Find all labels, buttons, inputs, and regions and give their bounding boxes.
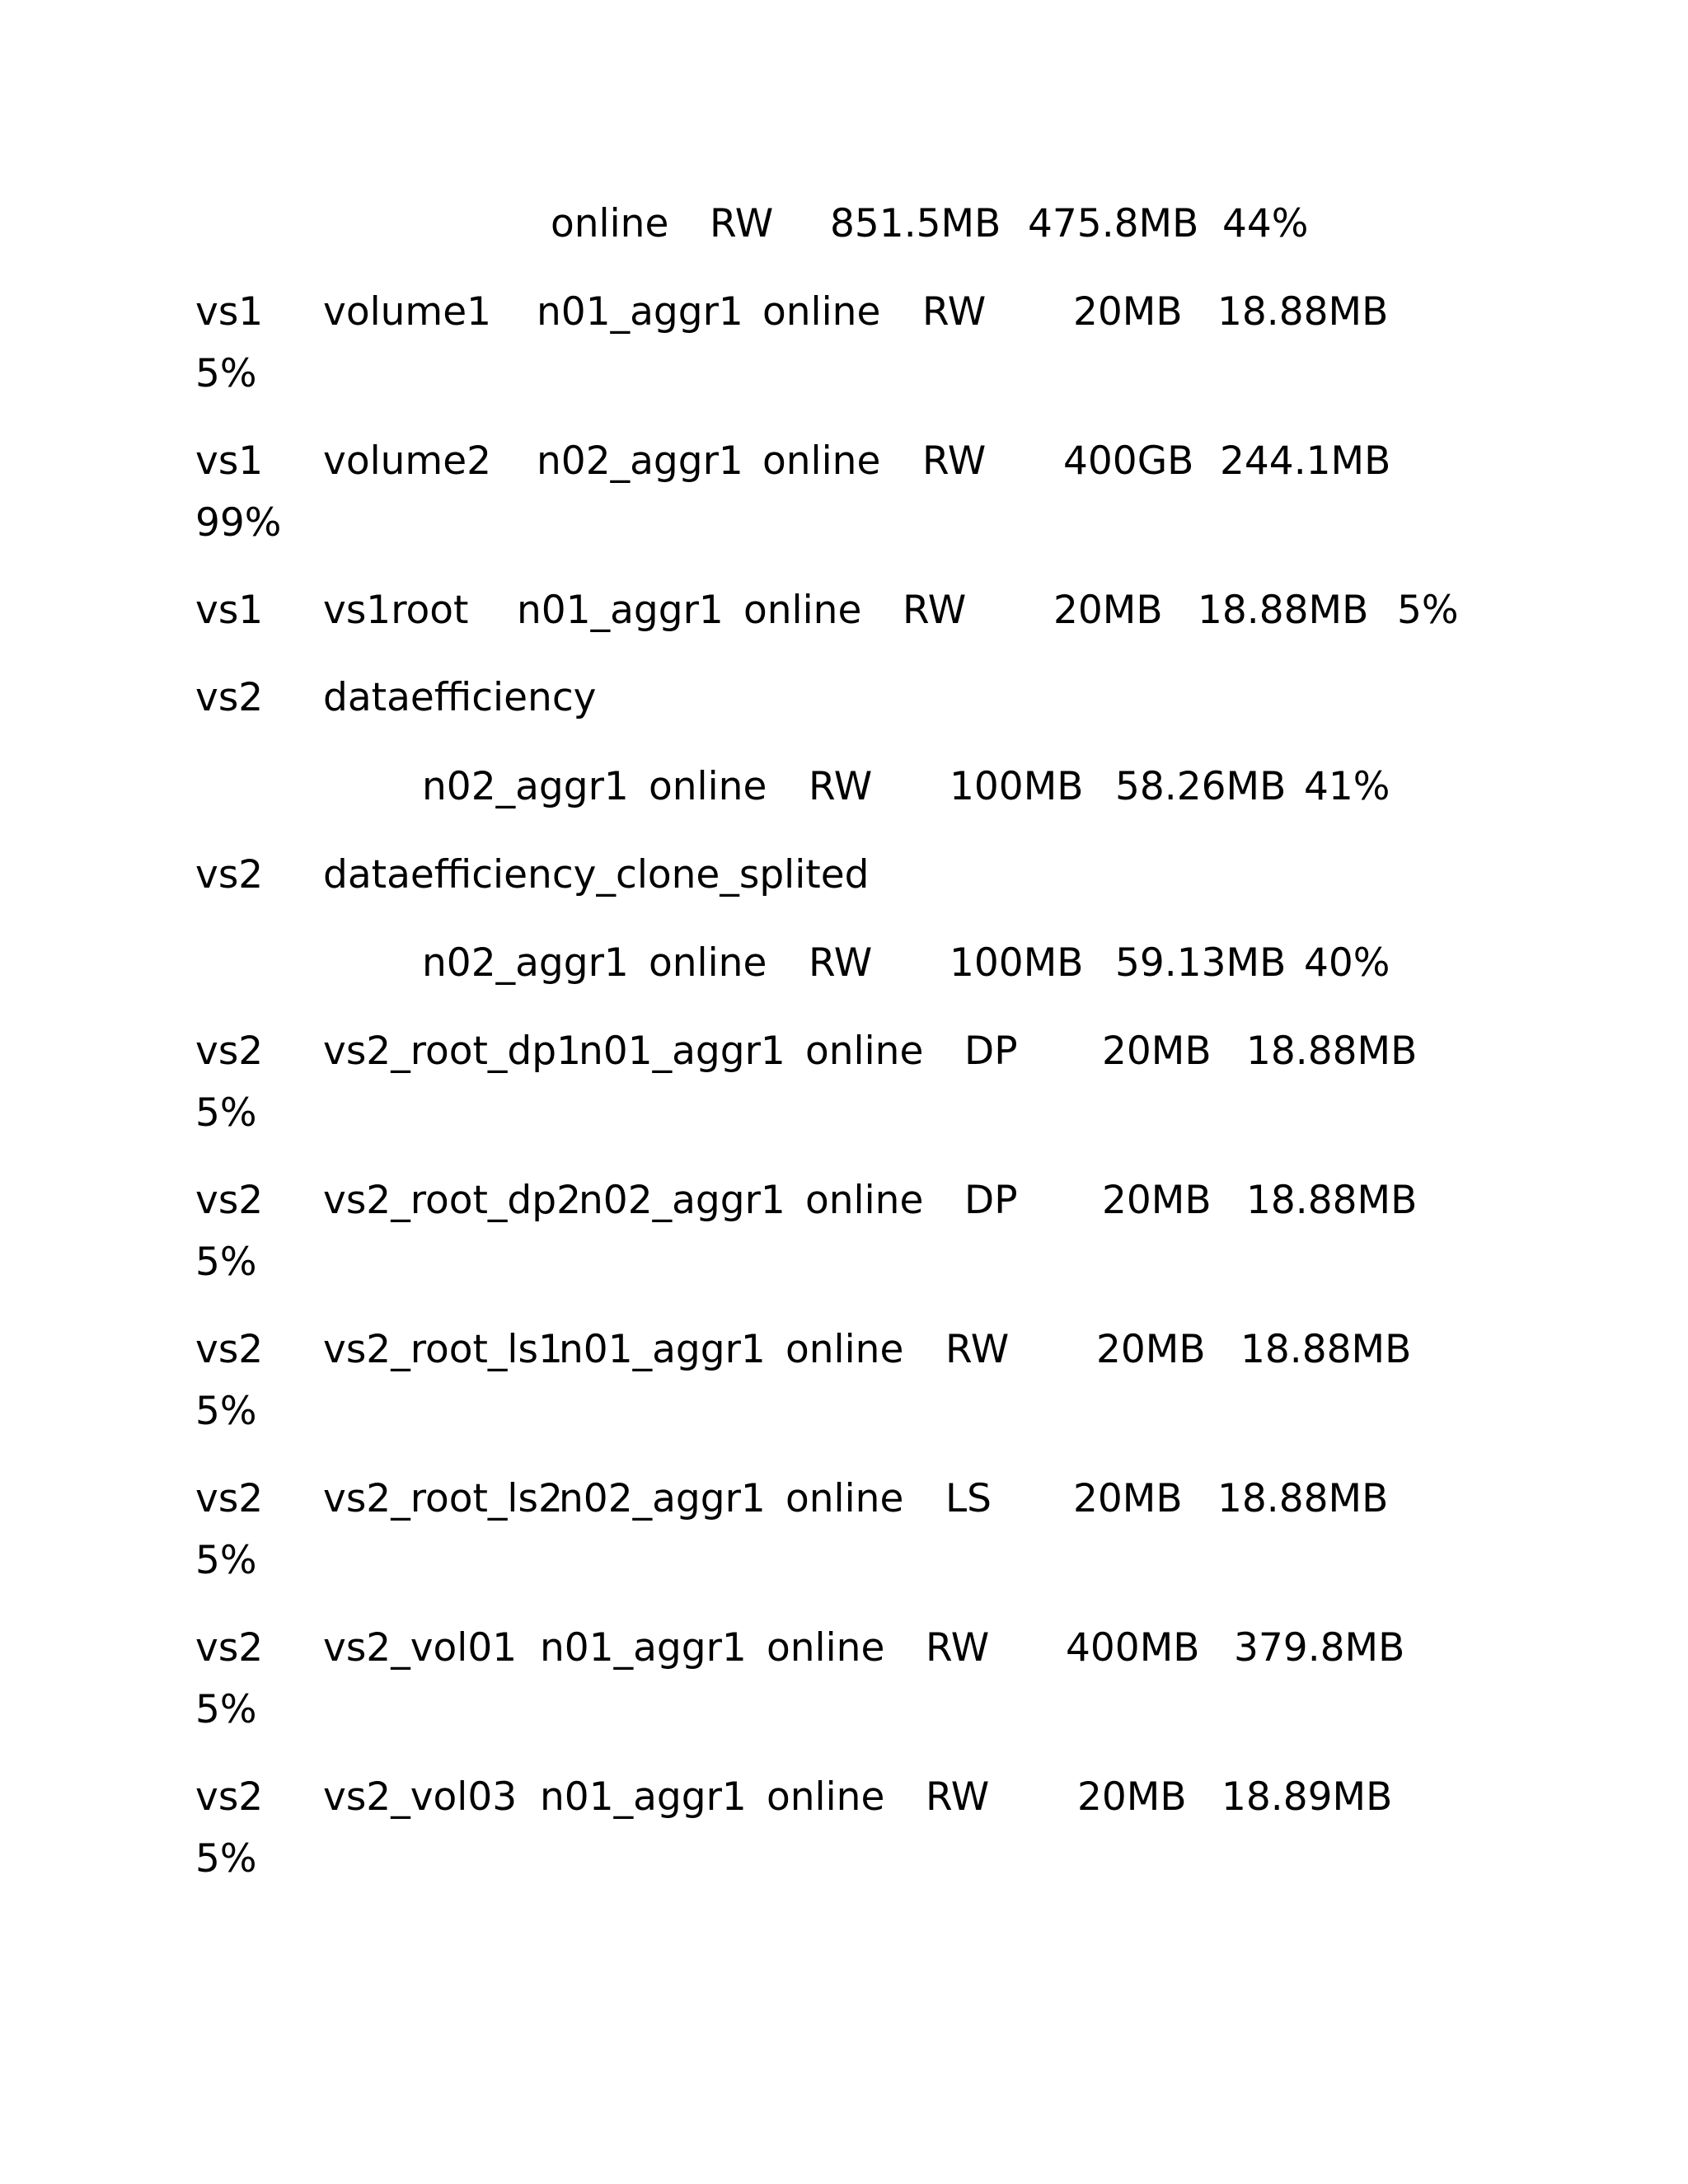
- state-text: online: [649, 764, 767, 809]
- state-text: online: [762, 438, 881, 484]
- vserver-text: vs2: [195, 1178, 264, 1223]
- text-line: [0, 1473, 1688, 1526]
- state-text: online: [805, 1178, 924, 1223]
- text-line: [0, 1833, 1688, 1886]
- state-text: online: [767, 1774, 885, 1820]
- volume-text: vs2_root_ls1: [323, 1327, 563, 1372]
- vserver-text: vs1: [195, 588, 264, 633]
- aggregate-text: n02_aggr1: [422, 940, 629, 986]
- state-text: online: [551, 201, 669, 246]
- type-text: RW: [710, 201, 774, 246]
- used-percent-text: 5%: [195, 351, 257, 396]
- available-text: 18.88MB: [1217, 289, 1389, 335]
- size-text: 20MB: [1102, 1029, 1212, 1074]
- state-text: online: [767, 1625, 885, 1671]
- text-line: [0, 1622, 1688, 1675]
- text-line: [0, 1385, 1688, 1438]
- aggregate-text: n02_aggr1: [537, 438, 743, 484]
- volume-text: vs1root: [323, 588, 469, 633]
- volume-text: vs2_vol03: [323, 1774, 518, 1820]
- text-line: [0, 1324, 1688, 1376]
- vserver-text: vs2: [195, 1774, 264, 1820]
- aggregate-text: n01_aggr1: [559, 1327, 766, 1372]
- type-text: RW: [809, 940, 873, 986]
- aggregate-text: n01_aggr1: [540, 1625, 747, 1671]
- text-line: [0, 1174, 1688, 1227]
- used-percent-text: 5%: [195, 1240, 257, 1285]
- type-text: RW: [945, 1327, 1010, 1372]
- text-line: [0, 1087, 1688, 1140]
- used-percent-text: 5%: [195, 1389, 257, 1434]
- aggregate-text: n01_aggr1: [517, 588, 724, 633]
- aggregate-text: n02_aggr1: [559, 1476, 766, 1521]
- text-line: [0, 1236, 1688, 1289]
- volume-text: vs2_vol01: [323, 1625, 518, 1671]
- available-text: 379.8MB: [1234, 1625, 1405, 1671]
- text-line: [0, 497, 1688, 550]
- text-line: [0, 435, 1688, 488]
- available-text: 18.88MB: [1198, 588, 1369, 633]
- state-text: online: [762, 289, 881, 335]
- type-text: LS: [945, 1476, 992, 1521]
- text-line: [0, 937, 1688, 990]
- state-text: online: [785, 1476, 904, 1521]
- size-text: 400GB: [1063, 438, 1194, 484]
- size-text: 100MB: [950, 940, 1084, 986]
- used-percent-text: 99%: [195, 500, 282, 546]
- text-line: [0, 198, 1688, 251]
- size-text: 100MB: [950, 764, 1084, 809]
- state-text: online: [649, 940, 767, 986]
- type-text: RW: [809, 764, 873, 809]
- text-line: [0, 1025, 1688, 1078]
- vserver-text: vs1: [195, 289, 264, 335]
- vserver-text: vs2: [195, 852, 264, 898]
- type-text: RW: [922, 289, 987, 335]
- text-line: [0, 849, 1688, 902]
- used-percent-text: 5%: [195, 1090, 257, 1136]
- size-text: 851.5MB: [830, 201, 1001, 246]
- used-percent-text: 40%: [1304, 940, 1390, 986]
- state-text: online: [743, 588, 862, 633]
- available-text: 59.13MB: [1115, 940, 1287, 986]
- vserver-text: vs2: [195, 1625, 264, 1671]
- type-text: RW: [922, 438, 987, 484]
- size-text: 20MB: [1102, 1178, 1212, 1223]
- size-text: 20MB: [1096, 1327, 1206, 1372]
- aggregate-text: n01_aggr1: [537, 289, 743, 335]
- vserver-text: vs1: [195, 438, 264, 484]
- type-text: DP: [964, 1178, 1018, 1223]
- used-percent-text: 5%: [195, 1687, 257, 1732]
- available-text: 475.8MB: [1028, 201, 1199, 246]
- available-text: 244.1MB: [1220, 438, 1391, 484]
- size-text: 20MB: [1053, 588, 1163, 633]
- volume-text: volume1: [323, 289, 492, 335]
- text-line: [0, 761, 1688, 813]
- available-text: 58.26MB: [1115, 764, 1287, 809]
- size-text: 400MB: [1066, 1625, 1200, 1671]
- volume-text: vs2_root_ls2: [323, 1476, 563, 1521]
- volume-text: dataefficiency: [323, 675, 597, 720]
- text-line: [0, 1684, 1688, 1736]
- volume-text: dataefficiency_clone_splited: [323, 852, 870, 898]
- vserver-text: vs2: [195, 1327, 264, 1372]
- available-text: 18.88MB: [1246, 1029, 1418, 1074]
- used-percent-text: 41%: [1304, 764, 1390, 809]
- used-percent-text: 44%: [1222, 201, 1309, 246]
- vserver-text: vs2: [195, 675, 264, 720]
- aggregate-text: n01_aggr1: [540, 1774, 747, 1820]
- text-line: [0, 1535, 1688, 1587]
- type-text: RW: [926, 1625, 990, 1671]
- available-text: 18.88MB: [1246, 1178, 1418, 1223]
- vserver-text: vs2: [195, 1476, 264, 1521]
- text-line: [0, 584, 1688, 637]
- volume-text: volume2: [323, 438, 492, 484]
- used-percent-text: 5%: [195, 1538, 257, 1583]
- aggregate-text: n02_aggr1: [579, 1178, 785, 1223]
- type-text: RW: [903, 588, 967, 633]
- available-text: 18.89MB: [1221, 1774, 1393, 1820]
- used-percent-text: 5%: [195, 1836, 257, 1882]
- state-text: online: [785, 1327, 904, 1372]
- available-text: 18.88MB: [1217, 1476, 1389, 1521]
- text-line: [0, 348, 1688, 401]
- volume-text: vs2_root_dp1: [323, 1029, 582, 1074]
- type-text: RW: [926, 1774, 990, 1820]
- text-line: [0, 672, 1688, 724]
- aggregate-text: n02_aggr1: [422, 764, 629, 809]
- volume-text: vs2_root_dp2: [323, 1178, 582, 1223]
- size-text: 20MB: [1077, 1774, 1187, 1820]
- text-line: [0, 286, 1688, 339]
- vserver-text: vs2: [195, 1029, 264, 1074]
- size-text: 20MB: [1073, 1476, 1183, 1521]
- type-text: DP: [964, 1029, 1018, 1074]
- available-text: 18.88MB: [1240, 1327, 1412, 1372]
- text-line: [0, 1771, 1688, 1824]
- used-percent-text: 5%: [1397, 588, 1459, 633]
- state-text: online: [805, 1029, 924, 1074]
- aggregate-text: n01_aggr1: [579, 1029, 785, 1074]
- size-text: 20MB: [1073, 289, 1183, 335]
